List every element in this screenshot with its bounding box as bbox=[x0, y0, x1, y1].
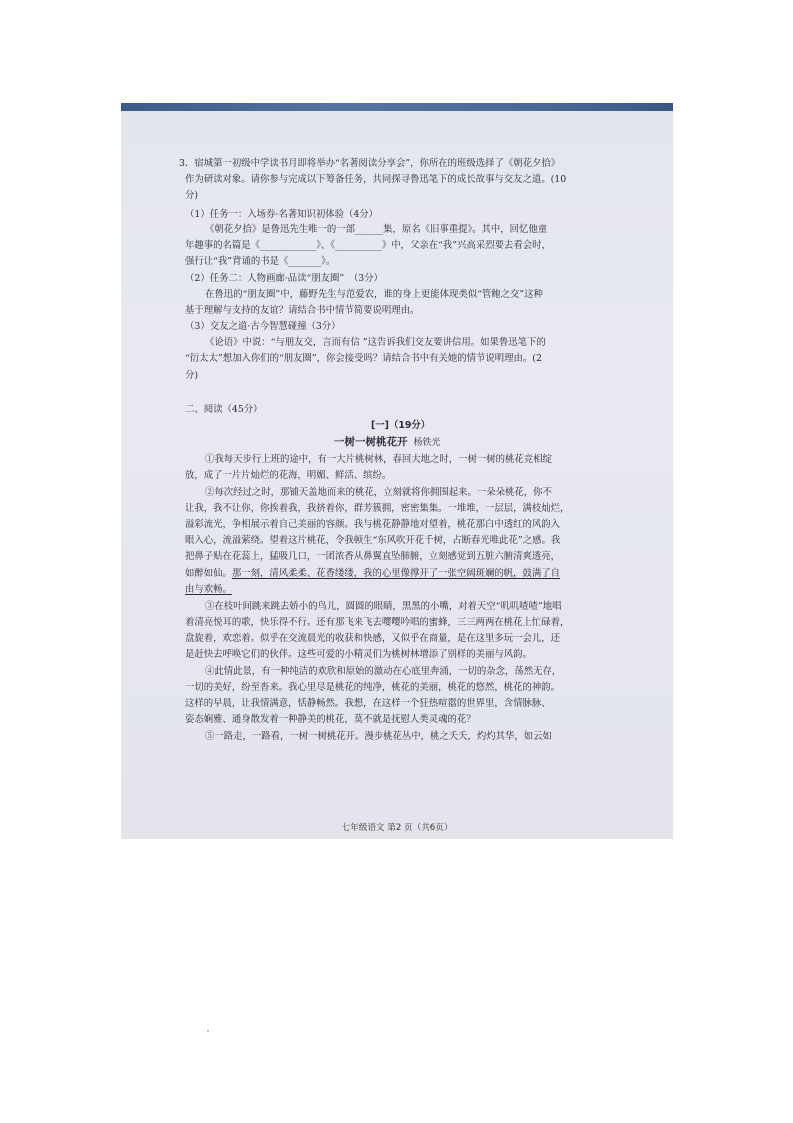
passage-line: 一切的美好，纷至沓来。我心里尽是桃花的纯净，桃花的美丽，桃花的悠然，桃花的神韵。 bbox=[185, 682, 561, 693]
scanned-page-photo bbox=[121, 103, 673, 839]
task2-line: 在鲁迅的“朋友圈”中，藤野先生与范爱农，谁的身上更能体现类似“管鲍之交”这种 bbox=[205, 289, 543, 300]
passage-line: ③在枝叶间跳来跳去娇小的鸟儿，圆圆的眼睛，黑黑的小嘴，对着天空“叽叽喳喳”地唱 bbox=[205, 601, 562, 612]
passage-line: 是赶快去呼唤它们的伙伴。这些可爱的小精灵们为桃树林增添了别样的美丽与风韵。 bbox=[185, 649, 532, 660]
passage-line: ⑤一路走，一路看，一树一树桃花开。漫步桃花丛中，桃之夭夭，灼灼其华，如云如 bbox=[205, 731, 552, 742]
passage-line: 让我，我不让你，你挨着我，我挤着你，群芳簇拥，密密集集。一堆堆，一层层，满枝灿烂， bbox=[185, 503, 570, 514]
task2-line: 基于理解与支持的友谊？请结合书中情节简要说明理由。 bbox=[185, 305, 420, 316]
task3-line: 分) bbox=[185, 370, 199, 381]
passage-line: 姿态娴雅、通身散发着一种静美的桃花，莫不就是抚慰人类灵魂的花？ bbox=[185, 714, 476, 725]
article-title-row bbox=[334, 436, 441, 449]
passage-line: 眼入心，流溢萦绕。望着这片桃花，令我顿生“东风吹开花千树，占断春光唯此花”之感。我 bbox=[185, 535, 561, 546]
passage-line: 把鼻子贴在花蕊上，猛吸几口，一团浓香从鼻翼直坠肺腑，立刻感觉到五脏六腑清爽透亮， bbox=[185, 551, 561, 562]
task3-line: “衍太太”想加入你们的“朋友圈”，你会接受吗？请结合书中有关她的情节说明理由。(2 bbox=[185, 353, 542, 364]
underlined-sentence-end: 由与欢畅。 bbox=[185, 584, 232, 595]
task1-line: 强行让“我”背诵的书是《_______》。 bbox=[185, 256, 336, 267]
part-heading: [一]（19分） bbox=[371, 420, 431, 431]
passage-line: 着清亮悦耳的歌，快乐得不行。还有那飞来飞去嘤嘤吟唱的蜜蜂，三三两两在桃花上忙碌着， bbox=[185, 617, 570, 628]
passage-line: 放，成了一片片灿烂的花海，明媚、鲜活、缤纷。 bbox=[185, 470, 392, 481]
passage-line: ②每次经过之时，那铺天盖地而来的桃花，立刻就将你拥围起来。一朵朵桃花，你不 bbox=[205, 487, 552, 498]
task2-heading: （2）任务二：人物画廊·品读“朋友圈” （3分） bbox=[185, 273, 383, 284]
q3-line: 分) bbox=[185, 190, 199, 201]
page-content bbox=[121, 103, 673, 839]
passage-line: 盘旋着，欢恋着。似乎在交流晨光的收获和快感，又似乎在商量，是在这里多玩一会儿，还 bbox=[185, 633, 561, 644]
task1-heading: （1）任务一：入场券·名著知识初体验（4分） bbox=[185, 209, 379, 220]
article-author: 杨铁光 bbox=[413, 438, 441, 448]
task3-line: 《论语》中说：“与朋友交，言而有信 ”这告诉我们交友要讲信用。如果鲁迅笔下的 bbox=[205, 337, 546, 348]
section-heading: 二、阅读（45分） bbox=[185, 404, 263, 415]
task3-heading: （3）交友之道·古今智慧碰撞（3分） bbox=[185, 321, 341, 332]
page-footer: 七年级语文 第2 页（共6页） bbox=[341, 823, 453, 833]
passage-text: 如醉如仙。 bbox=[185, 568, 232, 579]
task1-line: 年趣事的名篇是《____________》、《__________》中，父亲在“我”兴高采烈要去看会时， bbox=[185, 240, 551, 251]
passage-line bbox=[185, 568, 560, 580]
passage-line: ④此情此景，有一种纯洁的欢欣和原始的激动在心底里奔涌，一切的杂念，荡然无存， bbox=[205, 666, 562, 677]
task1-line: 《朝花夕拾》是鲁迅先生唯一的一部______集，原名《旧事重提》。其中，回忆他童 bbox=[205, 224, 548, 235]
underlined-sentence: 那一刻，清风柔柔、花香缕缕，我的心里像撑开了一张空阔斑斓的帆，鼓满了自 bbox=[231, 568, 561, 579]
passage-line: ①我每天步行上班的途中，有一大片桃树林，春回大地之时，一树一树的桃花竞相绽 bbox=[205, 454, 552, 465]
scan-speck bbox=[207, 1030, 209, 1032]
passage-line: 溢彩流光，争相展示着自己美丽的容颜。我与桃花静静地对望着，桃花那白中透红的风韵入 bbox=[185, 519, 561, 530]
article-title: 一树一树桃花开 bbox=[334, 436, 408, 448]
passage-line: 这样的早晨，让我情满意，恬静畅然。我想，在这样一个狂热喧嚣的世界里，含情脉脉、 bbox=[185, 698, 551, 709]
q3-line: 作为研读对象。请你参与完成以下筹备任务，共同探寻鲁迅笔下的成长故事与交友之道。(10 bbox=[185, 174, 567, 185]
q3-line: 3．宿城第一初级中学读书月即将举办“名著阅读分享会”，你所在的班级选择了《朝花夕拾》 bbox=[179, 158, 561, 169]
